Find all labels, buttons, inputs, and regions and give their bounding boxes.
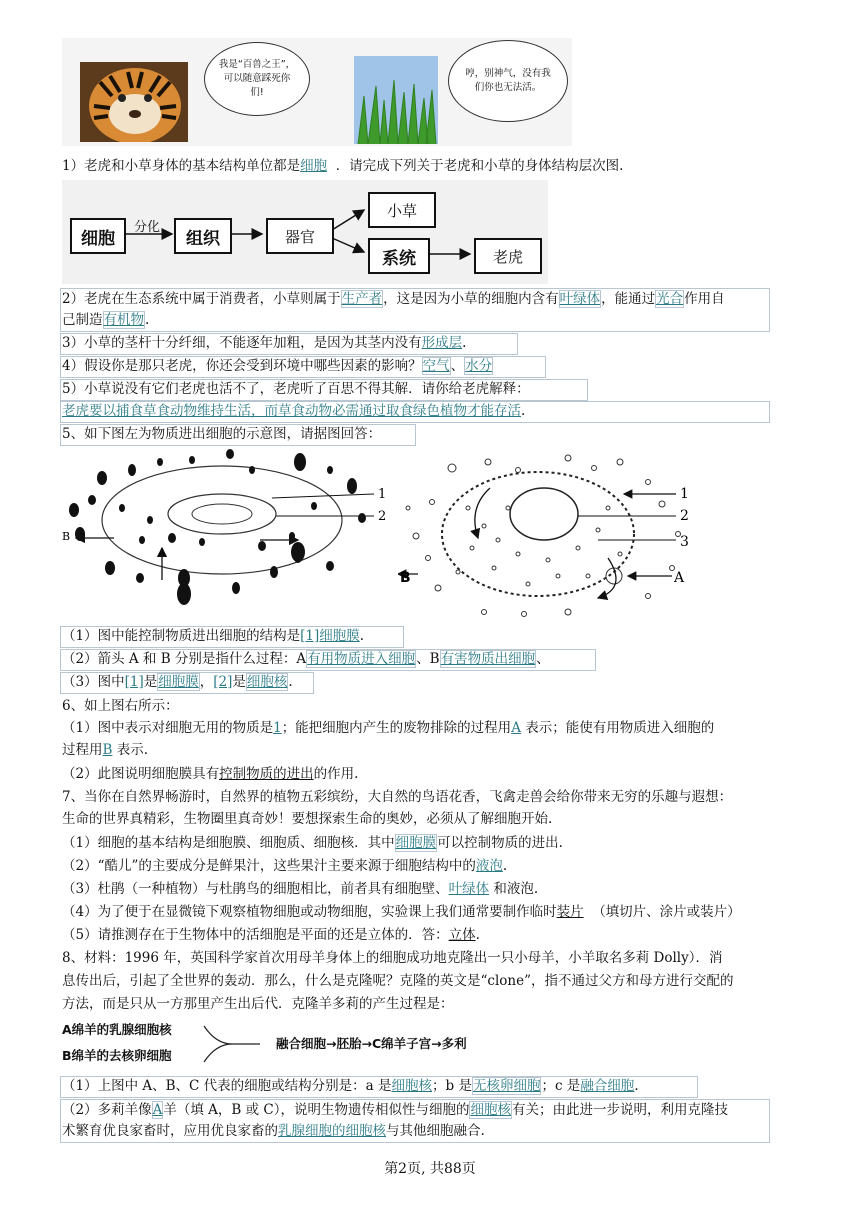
s8-q1: （1）上图中 A、B、C 代表的细胞或结构分别是：a 是细胞核；b 是无核卵细胞；c 是融合细胞. [62,1078,639,1094]
s8-line3: 方法，而是只从一方那里产生出后代．克隆羊多莉的产生过程是： [62,996,454,1012]
cell-diagram-right [398,448,698,623]
s5-q3: （3）图中[1]是细胞膜，[2]是细胞核. [62,674,293,690]
tiger-image [80,62,188,142]
s6-q2: （2）此图说明细胞膜具有控制物质的进出的作用. [62,766,359,782]
answer-chloroplast: 叶绿体 [559,291,601,307]
answer-useful-in: 有用物质进入细胞 [307,651,416,667]
q2-line1: 2）老虎在生态系统中属于消费者，小草则属于生产者，这是因为小草的细胞内含有叶绿体，能通过光合作用自 [62,291,725,307]
s8-line1: 8、材料：1996 年，英国科学家首次用母羊身体上的细胞成功地克隆出一只小母羊，小羊取名多莉 Dolly）．消 [62,950,723,966]
label-a-right: A [674,570,685,586]
s7-title-line1: 7、当你在自然界畅游时，自然界的植物五彩缤纷，大自然的鸟语花香，飞禽走兽会给你带来无穷的乐趣与遐想： [62,789,733,805]
tiger-speech-bubble [204,42,310,116]
s7-q3: （3）杜鹃（一种植物）与杜鹃鸟的细胞相比，前者具有细胞壁、叶绿体 和液泡. [62,881,539,897]
s8-line2: 息传出后，引起了全世界的轰动．那么，什么是克隆呢？克隆的英文是“clone”，指不通过父方和母方进行交配的 [62,973,734,989]
s7-title-line2: 生命的世界真精彩，生物圈里真奇妙！要想探索生命的奥妙，必须从了解细胞开始. [62,811,553,827]
clone-diagram [62,1016,532,1072]
answer-photosynthesis: 光合 [656,291,684,307]
s7-q4: （4）为了便于在显微镜下观察植物细胞或动物细胞，实验课上我们通常要制作临时装片 （填切片、涂片或装片） [62,904,741,920]
s6-q1-line1: （1）图中表示对细胞无用的物质是1；能把细胞内产生的废物排除的过程用A 表示；能使有用物质进入细胞的 [62,720,715,736]
s6-title: 6、如上图右所示： [62,698,179,714]
answer-a-nucleus: 细胞核 [391,1078,433,1094]
label-2-left: 2 [378,509,387,524]
answer-useless: 1 [273,720,282,736]
label-b-right: B [400,570,411,586]
q1-line: 1）老虎和小草身体的基本结构单位都是细胞 ．请完成下列关于老虎和小草的身体结构层次图. [62,158,624,174]
q5-answer-line: 老虎要以捕食草食动物维持生活，而草食动物必需通过取食绿色植物才能存活. [62,403,526,419]
flow-system-box: 系统 [368,238,430,274]
q5-line: 5）小草说没有它们老虎也活不了，老虎听了百思不得其解．请你给老虎解释： [62,381,530,397]
answer-c-fused: 融合细胞 [580,1078,635,1094]
s7-q1: （1）细胞的基本结构是细胞膜、细胞质、细胞核．其中细胞膜可以控制物质的进出. [62,835,563,851]
clone-source-b: B绵羊的去核卵细胞 [62,1048,172,1063]
s6-q1-line2: 过程用B 表示. [62,742,149,758]
s8-q2-line1: （2）多莉羊像A羊（填 A，B 或 C），说明生物遗传相似性与细胞的细胞核有关；由此进一步说明，利用克隆技 [62,1102,728,1118]
flow-arrow-label: 分化 [134,220,161,235]
label-3-right: 3 [680,534,689,550]
answer-membrane-2: 细胞膜 [158,674,199,690]
s5-title: 5、如下图左为物质进出细胞的示意图，请据图回答： [62,426,382,442]
answer-nucleus: 细胞核 [246,674,288,690]
label-1-left: 1 [378,487,387,502]
flow-tiger-box: 老虎 [474,238,542,274]
answer-3d: 立体 [448,927,476,943]
flow-cell-box: 细胞 [70,218,126,254]
cell-membrane-right [442,472,634,596]
answer-mount: 装片 [556,904,584,920]
answer-excrete: A [511,720,521,736]
s5-q1: （1）图中能控制物质进出细胞的结构是[1]细胞膜. [62,628,365,644]
cell-diagram-left [62,448,400,616]
label-a-left: A [158,546,166,559]
clone-source-a: A绵羊的乳腺细胞核 [62,1022,172,1037]
s7-q2: （2）“酷儿”的主要成分是鲜果汁，这些果汁主要来源于细胞结构中的液泡. [62,858,508,874]
label-2-right: 2 [680,508,689,524]
answer-water: 水分 [465,358,493,374]
answer-air: 空气 [422,358,450,374]
answer-harmful-out: 有害物质出细胞 [440,651,536,667]
tiger-speech-text: 我是“百兽之王”，可以随意踩死你们! [218,59,296,98]
cell-membrane-left [102,466,342,574]
label-b-left: B [62,530,71,543]
flow-tissue-box: 组织 [174,218,232,254]
answer-sheep-a: A [152,1102,163,1118]
grass-speech-text: 哼，别神气，没有我们你也无法活。 [465,68,551,93]
q3-line: 3）小草的茎杆十分纤细，不能逐年加粗，是因为其茎内没有形成层. [62,335,467,351]
q4-line: 4）假设你是那只老虎，你还会受到环境中哪些因素的影响？空气、水分 [62,358,493,374]
page-footer: 第2页, 共88页 [384,1161,476,1177]
grass-speech-bubble [448,40,568,122]
grass-image [354,56,438,144]
answer-membrane-3: 细胞膜 [395,835,437,851]
s7-q5: （5）请推测存在于生物体中的活细胞是平面的还是立体的．答：立体. [62,927,480,943]
answer-mammary-nucleus: 乳腺细胞的细胞核 [278,1123,386,1139]
answer-organic: 有机物 [103,312,144,328]
structure-level-diagram [62,180,548,284]
answer-producer: 生产者 [341,291,383,307]
flow-grass-box: 小草 [368,192,436,228]
answer-nucleus-2: 细胞核 [470,1102,511,1118]
answer-cell: 细胞 [300,158,328,174]
answer-import: B [102,742,113,758]
answer-vacuole: 液泡 [475,858,503,874]
answer-membrane: [1]细胞膜 [300,628,360,644]
cell-nucleus-left [168,494,276,534]
q2-line2: 己制造有机物. [62,312,150,328]
s8-q2-line2: 术繁育优良家畜时，应用优良家畜的乳腺细胞的细胞核与其他细胞融合. [62,1123,485,1139]
label-1-right: 1 [680,486,689,502]
cell-nucleus-right [510,488,578,540]
answer-b-egg: 无核卵细胞 [472,1078,541,1094]
answer-control: 控制物质的进出 [219,766,314,782]
answer-chloroplast-2: 叶绿体 [448,881,490,897]
top-image-banner [62,38,572,146]
flow-organ-box: 器官 [266,218,334,254]
answer-cambium: 形成层 [421,335,463,351]
clone-process-flow: 融合细胞→胚胎→C绵羊子宫→多利 [276,1036,467,1051]
s5-q2: （2）箭头 A 和 B 分别是指什么过程：A有用物质进入细胞、B有害物质出细胞、 [62,651,550,667]
answer-explanation: 老虎要以捕食草食动物维持生活，而草食动物必需通过取食绿色植物才能存活 [62,403,521,419]
